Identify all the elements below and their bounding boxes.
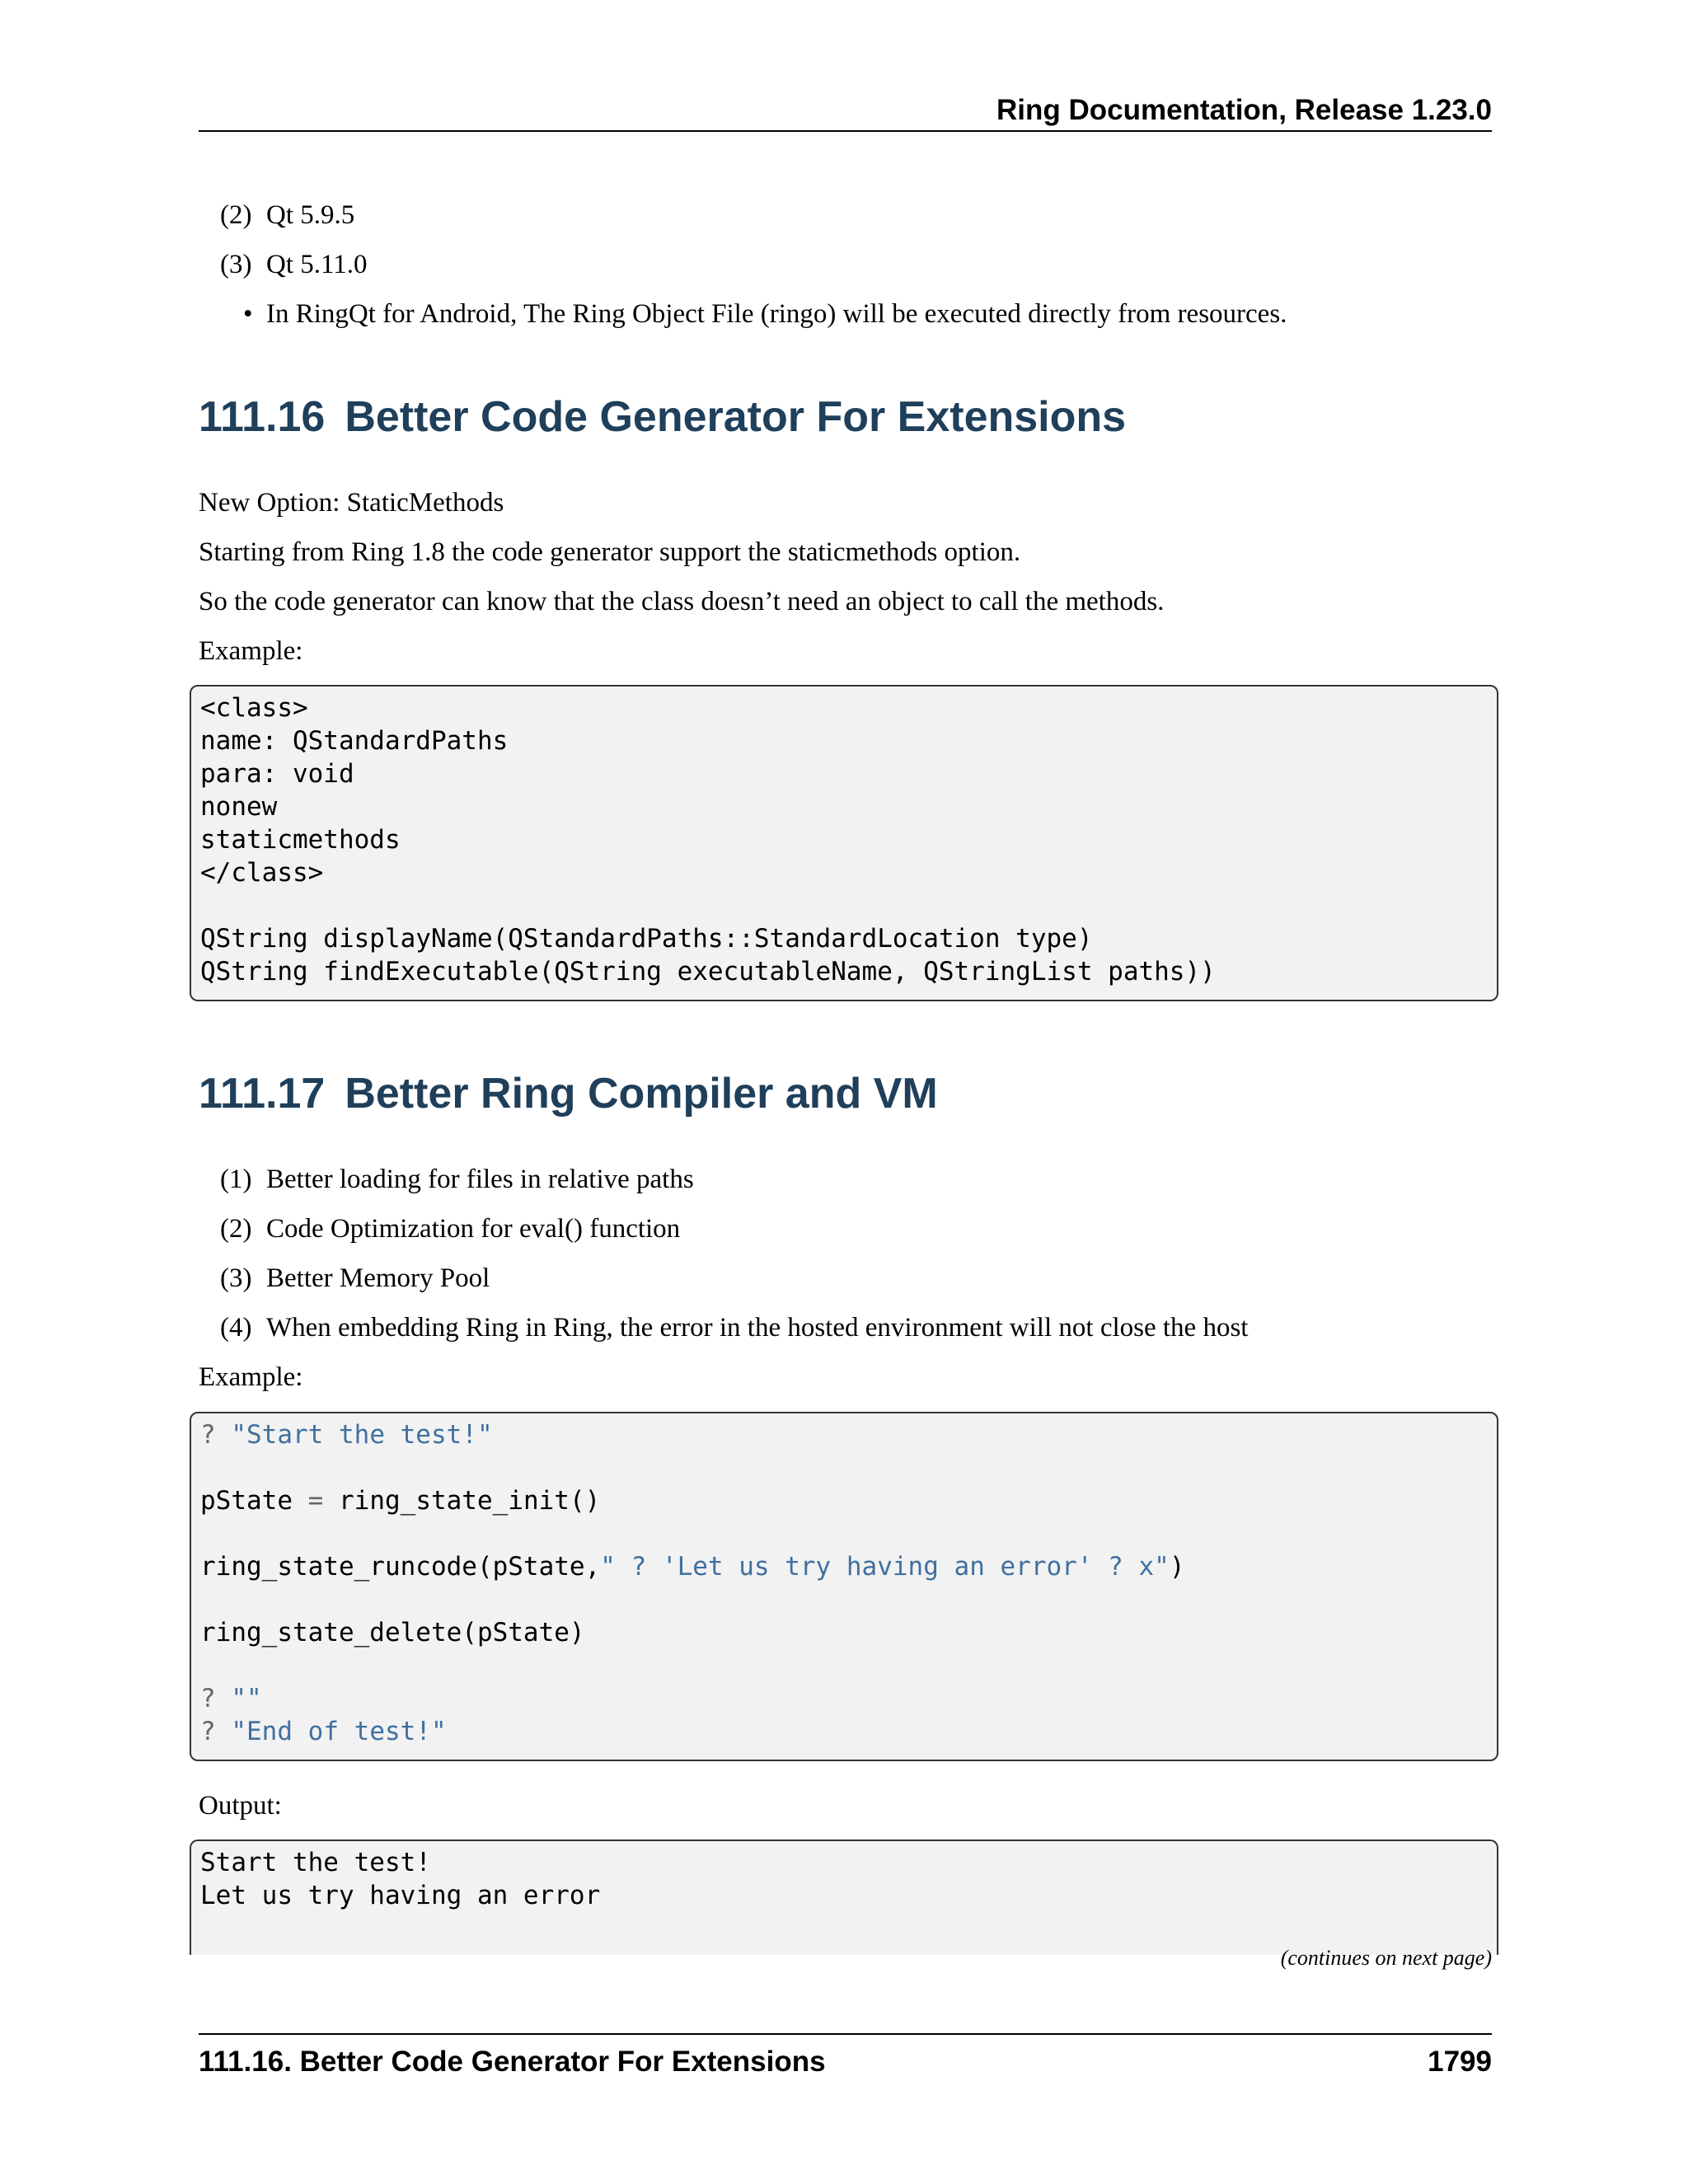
code-operator: = — [307, 1486, 324, 1516]
example-label: Example: — [199, 1362, 303, 1392]
list-item-text: Better Memory Pool — [266, 1263, 490, 1293]
code-string: "End of test!" — [231, 1717, 447, 1746]
example-label: Example: — [199, 636, 303, 666]
list-item-number: (2) — [220, 1214, 252, 1244]
bullet-icon: • — [243, 299, 253, 329]
code-line: name: QStandardPaths — [200, 726, 509, 756]
code-block — [190, 685, 1498, 1001]
bullet-item — [243, 296, 1287, 332]
paragraph: New Option: StaticMethods — [199, 488, 504, 518]
running-header: Ring Documentation, Release 1.23.0 — [996, 94, 1492, 126]
list-item — [220, 1211, 680, 1247]
code-line — [200, 1484, 1497, 1517]
code-string: " ? 'Let us try having an error' ? x" — [600, 1552, 1170, 1582]
list-item-number: (1) — [220, 1165, 252, 1194]
paragraph: Starting from Ring 1.8 the code generator support the staticmethods option. — [199, 537, 1021, 567]
list-item-text: Qt 5.9.5 — [266, 200, 355, 230]
code-text: ring_state_init() — [339, 1486, 601, 1516]
code-line: staticmethods — [200, 825, 401, 855]
code-text: ) — [1169, 1552, 1185, 1582]
code-line — [200, 1682, 1497, 1715]
code-operator: ? — [200, 1684, 216, 1713]
code-line — [200, 1715, 1497, 1748]
output-label: Output: — [199, 1791, 282, 1821]
code-line — [200, 1418, 1497, 1451]
code-operator: ? — [200, 1420, 216, 1450]
list-item-number: (3) — [220, 250, 252, 279]
footer-rule — [199, 2033, 1492, 2035]
list-item-number: (3) — [220, 1263, 252, 1293]
code-line: QString findExecutable(QString executableName, QStringList paths)) — [200, 957, 1216, 987]
list-item — [220, 1260, 490, 1296]
code-line — [200, 1550, 1497, 1583]
code-line: para: void — [200, 759, 354, 789]
list-item-number: (2) — [220, 200, 252, 230]
code-operator: ? — [200, 1717, 216, 1746]
code-line: <class> — [200, 693, 308, 723]
section-heading — [199, 1067, 938, 1120]
section-heading — [199, 391, 1126, 443]
list-item — [220, 197, 354, 233]
output-block — [190, 1840, 1498, 1955]
paragraph: So the code generator can know that the class doesn’t need an object to call the methods. — [199, 587, 1165, 616]
code-text: pState — [200, 1486, 293, 1516]
code-line: QString displayName(QStandardPaths::StandardLocation type) — [200, 924, 1093, 954]
list-item — [220, 1310, 1248, 1346]
code-line — [200, 889, 1497, 922]
code-line: ring_state_delete(pState) — [200, 1618, 585, 1647]
code-line — [200, 1649, 1497, 1682]
list-item — [220, 1161, 694, 1197]
list-item-text: When embedding Ring in Ring, the error in the hosted environment will not close the host — [266, 1313, 1249, 1343]
footer-section: 111.16. Better Code Generator For Extensions — [199, 2046, 826, 2078]
code-line — [200, 1583, 1497, 1616]
list-item-text: Code Optimization for eval() function — [266, 1214, 681, 1244]
section-title: Better Code Generator For Extensions — [345, 393, 1127, 441]
list-item-number: (4) — [220, 1313, 252, 1343]
continues-note: (continues on next page) — [1280, 1946, 1492, 1970]
code-line — [200, 1517, 1497, 1550]
code-line: nonew — [200, 792, 278, 822]
list-item — [220, 246, 368, 283]
code-line — [200, 1451, 1497, 1484]
code-string: "Start the test!" — [231, 1420, 493, 1450]
section-number: 111.16 — [199, 393, 326, 441]
code-string: "" — [231, 1684, 262, 1713]
list-item-text: Qt 5.11.0 — [266, 250, 368, 279]
header-rule — [199, 130, 1492, 132]
list-item-text: Better loading for files in relative paths — [266, 1165, 694, 1194]
code-text: ring_state_runcode(pState, — [200, 1552, 601, 1582]
page-number: 1799 — [1428, 2046, 1492, 2078]
bullet-item-text: In RingQt for Android, The Ring Object File (ringo) will be executed directly from resources. — [266, 299, 1287, 329]
section-title: Better Ring Compiler and VM — [345, 1070, 938, 1118]
code-line: </class> — [200, 858, 324, 888]
output-line: Start the test! — [200, 1848, 431, 1877]
code-block — [190, 1412, 1498, 1761]
section-number: 111.17 — [199, 1070, 326, 1118]
output-line: Let us try having an error — [200, 1881, 601, 1910]
